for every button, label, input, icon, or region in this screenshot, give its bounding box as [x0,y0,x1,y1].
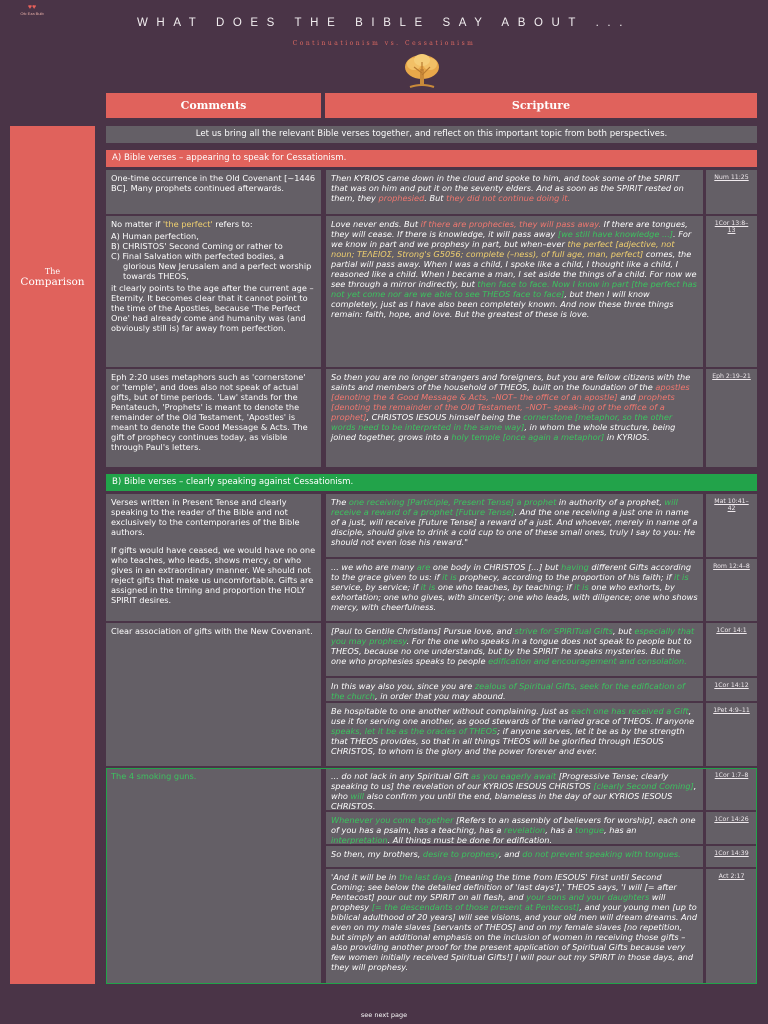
comment-text: The 4 smoking guns. [111,771,197,781]
logo-text: Ofc Eza Bulb [20,11,44,16]
scripture-1cor14-1: [Paul to Gentile Christians] Pursue love, and strive for SPIRITual Gifts, but especially that you may prophesy. For the one who speaks in a tongue does not speak to people but to THEOS, because no one understands, but by the SPIRIT he speaks mysteries. But the one who prophesies speaks to people edification and encouragement and consolation. [326,623,703,676]
ref-link[interactable]: Eph 2:19–21 [706,369,757,467]
scripture-act2: 'And it will be in the last days [meaning the time from IESOUS' First until Second Coming; see below the detailed definition of 'last days'],' THEOS says, 'I will [= after Pentecost] pour out my SPIRIT on all flesh, and your sons and your daughters will prophesy [= the descendants of those present at Pentecost], and your young men [up to biblical adulthood of 20 years] will see visions, and your old men will dream dreams. And even on my male slaves [servants of THEOS] and on my female slaves [no repetition, but simply an additional emphasis on the inclusion of women in receiving those gifts – also providing another proof for the present application of Spiritual Gifts because very few women initially received Spiritual Gifts!] I will pour out my SPIRIT in those days, and they will prophesy. [326,869,703,984]
scripture-rom12: ... we who are many are one body in CHRISTOS [...] but having different Gifts according to the grace given to us: if it is prophecy, according to the proportion of his faith; if it is service, by service; if it is one who teaches, by teaching; if it is one who exhorts, by exhortation; one who gives, with sincerity; one who leads, with diligence; one who shows mercy, with cheerfulness. [326,559,703,621]
sidebar-label-line2: Comparison [20,276,85,288]
list-item: A) Human perfection, [111,231,199,241]
scripture-1cor13: Love never ends. But if there are prophecies, they will pass away. If there are tongues, they will cease. If there is knowledge, it will pass away [we still have knowledge ...]. For we know in part and we prophesy in part, but when–ever the perfect [adjective, not noun; ΤΕΛΕΙΟΣ, Strong's G5056; complete (–ness), of full age, man, perfect] comes, the partial will pass away. When I was a child, I spoke like a child, I thought like a child, I reasoned like a child. When I became a man, I set aside the things of a child. For now we see through a mirror indirectly, but then face to face. Now I know in part [the perfect has not yet come nor are we able to see THEOS face to face], but then I will know completely, just as I have also been completely known. And now these three things remain: faith, hope, and love. But the greatest of these is love. [326,216,703,367]
sidebar-label [10,266,95,288]
footer-text: see next page [360,1011,408,1019]
ref-link[interactable]: Mat 10:41–42 [706,494,757,557]
scripture-eph2: So then you are no longer strangers and foreigners, but you are fellow citizens with the saints and members of the household of THEOS, built on the foundation of the apostles [denoting the 4 Good Message & Acts, –NOT– the office of an apostle] and prophets [denoting the remainder of the Old Testament, –NOT– speak–ing of the office of a prophet], CHRISTOS IESOUS himself being the cornerstone [metaphor, so the other words need to be interpreted in the same way], in whom the whole structure, being joined together, grows into a holy temple [once again a metaphor] in KYRIOS. [326,369,703,467]
ref-link[interactable]: 1Cor 14:1 [706,623,757,676]
comment-intro: No matter if [111,219,163,229]
heart-icon: ♥♥ [27,4,37,11]
scripture-mat10: The one receiving [Participle, Present Tense] a prophet in authority of a prophet, will receive a reward of a prophet [Future Tense]. And the one receiving a just one in name of a just, will receive [Future Tense] a reward of a just. And whoever, merely in name of a disciple, should give to drink a cold cup to one of these small ones, truly I say to you: He should not even lose his reward." [326,494,703,557]
scripture-num: Then KYRIOS came down in the cloud and spoke to him, and took some of the SPIRIT that was on him and put it on the seventy elders. And as soon as the SPIRIT rested on them, they prophesied. But they did not continue doing it. [326,170,703,214]
sidebar-label-line1: The [44,267,61,276]
comment-num [106,170,321,214]
ref-link[interactable]: Act 2:17 [706,869,757,984]
ref-link[interactable]: 1Cor 13:8–13 [706,216,757,367]
ref-link[interactable]: 1Cor 14:26 [706,812,757,844]
comment-present-tense [106,494,321,621]
comments-column-header: Comments [106,93,321,118]
comment-text: Eph 2:20 uses metaphors such as 'cornerstone' or 'temple', and does also not speak of actual gifts, but of time periods. 'Law' stands for the Pentateuch, 'Prophets' is meant to denote the remainder of the Old Testament, 'Apostles' is meant to denote the Good Message & Acts. The gift of prophecy continues today, as visible through Paul's letters. [111,372,308,452]
logo [10,4,54,16]
scripture-1cor14-12: In this way also you, since you are zealous of Spiritual Gifts, seek for the edification of the church, in order that you may abound. [326,678,703,701]
comment-highlight: 'the perfect' [162,219,213,229]
tree-icon [402,53,442,91]
comment-1cor13 [106,216,321,367]
comment-smoking-guns [106,768,321,984]
scripture-1cor14-26: Whenever you come together [Refers to an assembly of believers for worship], each one of you has a psalm, has a teaching, has a revelation, has a tongue, has an interpretation. All things must be done for edification. [326,812,703,844]
page-subtitle: Continuationism vs. Cessationism [292,40,476,47]
list-item: C) Final Salvation with perfected bodies, a glorious New Jerusalem and a perfect worship towards THEOS, [111,251,312,281]
comment-new-covenant [106,623,321,766]
comment-list [111,231,316,281]
comment-eph2 [106,369,321,467]
section-b-heading: B) Bible verses – clearly speaking against Cessationism. [106,474,757,491]
comment-text: If gifts would have ceased, we would have no one who teaches, who leads, shows mercy, or who gives in an extraordinary manner. We should not reject gifts that make us uncomfortable. Gifts are assigned in the timing and proportion the HOLY SPIRIT desires. [111,545,316,605]
comment-text: it clearly points to the age after the current age – Eternity. It becomes clear that it cannot point to the time of the Apostles, because 'The Perfect One' had already come and humanity was (and obviously still is) far away from perfection. [111,283,314,333]
scripture-1cor1: ... do not lack in any Spiritual Gift as you eagerly await [Progressive Tense; clearly speaking to us] the revelation of our KYRIOS IESOUS CHRISTOS [clearly Second Coming], who will also confirm you until the end, blameless in the day of our KYRIOS IESOUS CHRISTOS. [326,768,703,810]
ref-link[interactable]: 1Cor 14:39 [706,846,757,867]
scripture-1pet4: Be hospitable to one another without complaining. Just as each one has received a Gift, use it for serving one another, as good stewards of the varied grace of THEOS. If anyone speaks, let it be as the oracles of THEOS; if anyone serves, let it be as by the strength that THEOS provides, so that in all things THEOS will be glorified through IESOUS CHRISTOS, to whom is the glory and the power forever and ever. [326,703,703,766]
ref-link[interactable]: 1Cor 14:12 [706,678,757,701]
section-a-heading: A) Bible verses – appearing to speak for Cessationism. [106,150,757,167]
ref-link[interactable]: 1Pet 4:9–11 [706,703,757,766]
comment-text: Verses written in Present Tense and clearly speaking to the reader of the Bible and not exclusively to the contemporaries of the Bible authors. [111,497,300,537]
ref-link[interactable]: Rom 12:4–8 [706,559,757,621]
scripture-column-header: Scripture [325,93,757,118]
ref-link[interactable]: 1Cor 1:7–8 [706,768,757,810]
page-title: WHAT DOES THE BIBLE SAY ABOUT ... [136,17,632,29]
list-item: B) CHRISTOS' Second Coming or rather to [111,241,283,251]
scripture-1cor14-39: So then, my brothers, desire to prophesy, and do not prevent speaking with tongues. [326,846,703,867]
comment-text: Clear association of gifts with the New Covenant. [111,626,313,636]
intro-text: Let us bring all the relevant Bible verses together, and reflect on this important topic from both perspectives. [106,126,757,143]
comment-text: One-time occurrence in the Old Covenant [~1446 BC]. Many prophets continued afterwards. [111,173,316,193]
ref-link[interactable]: Num 11:25 [706,170,757,214]
comment-after: refers to: [212,219,253,229]
comparison-sidebar [10,126,95,984]
